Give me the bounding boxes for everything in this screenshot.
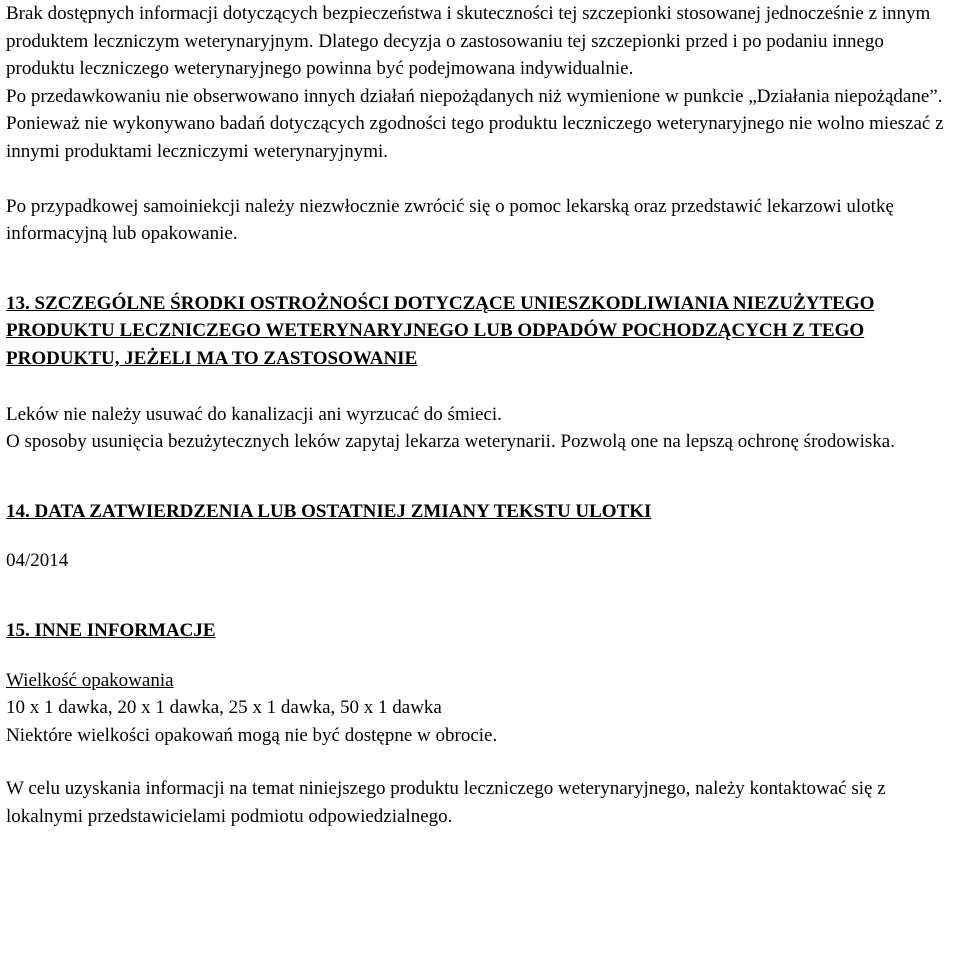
- section-13-heading: 13. SZCZEGÓLNE ŚRODKI OSTROŻNOŚCI DOTYCZĄCE UNIESZKODLIWIANIA NIEZUŻYTEGO PRODUKTU LECZNICZEGO WETERYNARYJNEGO LUB ODPADÓW POCHODZĄCYCH Z TEGO PRODUKTU, JEŻELI MA TO ZASTOSOWANIE: [6, 292, 875, 369]
- contact-information: W celu uzyskania informacji na temat niniejszego produktu leczniczego weterynaryjnego, należy kontaktować się z lokalnymi przedstawicielami podmiotu odpowiedzialnego.: [6, 778, 886, 827]
- section-13-advice-text: O sposoby usunięcia bezużytecznych leków zapytaj lekarza weterynarii. Pozwolą one na lepszą ochronę środowiska.: [6, 431, 895, 453]
- spacer: [6, 749, 954, 775]
- paragraph-overdose: Po przedawkowaniu nie obserwowano innych działań niepożądanych niż wymienione w punkcie „Działania niepożądane”.: [6, 85, 943, 107]
- spacer: [6, 525, 954, 547]
- leaflet-page: [6, 0, 954, 830]
- paragraph-interactions: Brak dostępnych informacji dotyczących bezpieczeństwa i skuteczności tej szczepionki stosowanej jednocześnie z innym produktem leczniczym weterynaryjnym. Dlatego decyzja o zastosowaniu tej szczepionki przed i po podaniu innego produktu leczniczego weterynaryjnego powinna być podejmowana indywidualnie.: [6, 3, 931, 80]
- section-14-heading: 14. DATA ZATWIERDZENIA LUB OSTATNIEJ ZMIANY TEKSTU ULOTKI: [6, 500, 652, 522]
- section-13-disposal-text: Leków nie należy usuwać do kanalizacji ani wyrzucać do śmieci.: [6, 403, 502, 425]
- paragraph-incompatibility: Ponieważ nie wykonywano badań dotyczących zgodności tego produktu leczniczego weterynaryjnego nie wolno mieszać z innymi produktami leczniczymi weterynaryjnymi.: [6, 113, 944, 162]
- package-sizes-list: 10 x 1 dawka, 20 x 1 dawka, 25 x 1 dawka, 50 x 1 dawka: [6, 697, 442, 719]
- spacer: [6, 575, 954, 617]
- package-availability-note: Niektóre wielkości opakowań mogą nie być dostępne w obrocie.: [6, 724, 498, 746]
- spacer: [6, 645, 954, 667]
- section-15-heading: 15. INNE INFORMACJE: [6, 619, 216, 641]
- spacer: [6, 166, 954, 193]
- leaflet-date: 04/2014: [6, 550, 69, 572]
- spacer: [6, 248, 954, 290]
- paragraph-self-injection: Po przypadkowej samoiniekcji należy niezwłocznie zwrócić się o pomoc lekarską oraz przedstawić lekarzowi ulotkę informacyjną lub opakowanie.: [6, 195, 894, 245]
- spacer: [6, 456, 954, 498]
- spacer: [6, 373, 954, 401]
- package-size-subheading: Wielkość opakowania: [6, 669, 174, 691]
